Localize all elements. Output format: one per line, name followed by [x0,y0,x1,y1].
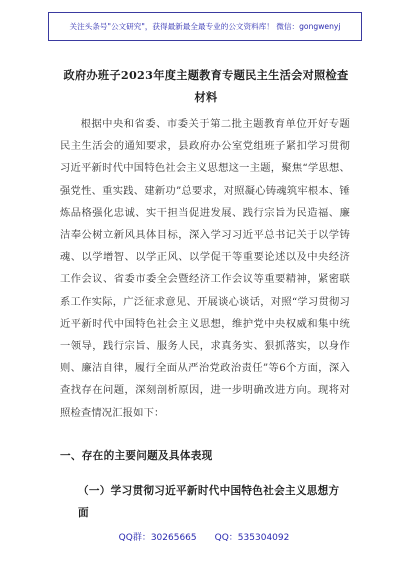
promo-banner [48,12,362,41]
promo-banner-text: 关注头条号"公文研究"，获得最新最全最专业的公文资料库！ 微信：gongwenyj [69,22,341,31]
footer-contact [0,530,408,543]
document-title: 政府办班子2023年度主题教育专题民主生活会对照检查材料 [63,68,349,104]
intro-paragraph: 根据中央和省委、市委关于第二批主题教育单位开好专题民主生活会的通知要求，县政府办公室党组班子紧扣学习贯彻习近平新时代中国特色社会主义思想这一主题，聚焦“学思想、强党性、重实践、建新功”总要求，对照凝心铸魂筑牢根本、锤炼品格强化忠诚、实干担当促进发展、践行宗旨为民造福、廉洁奉公树立新风具体目标，深入学习习近平总书记关于以学铸魂、以学增智、以学正风、以学促干等重要论述以及中央经济工作会议、省委市委全会暨经济工作会议等重要精神，紧密联系工作实际，广泛征求意见、开展谈心谈话，对照“学习贯彻习近平新时代中国特色社会主义思想，维护党中央权威和集中统一领导，践行宗旨、服务人民，求真务实、狠抓落实，以身作则、廉洁自律，履行全面从严治党政治责任”等6个方面，深入查找存在问题，深刻剖析原因，进一步明确改进方向。现将对照检查情况汇报如下： [60,118,350,419]
section-heading: 一、存在的主要问题及具体表现 [60,450,213,462]
subsection-heading: （一）学习贯彻习近平新时代中国特色社会主义思想方面 [78,485,340,519]
qq-number: QQ：535304092 [214,533,290,543]
qq-group-number: QQ群：30265665 [118,533,197,543]
